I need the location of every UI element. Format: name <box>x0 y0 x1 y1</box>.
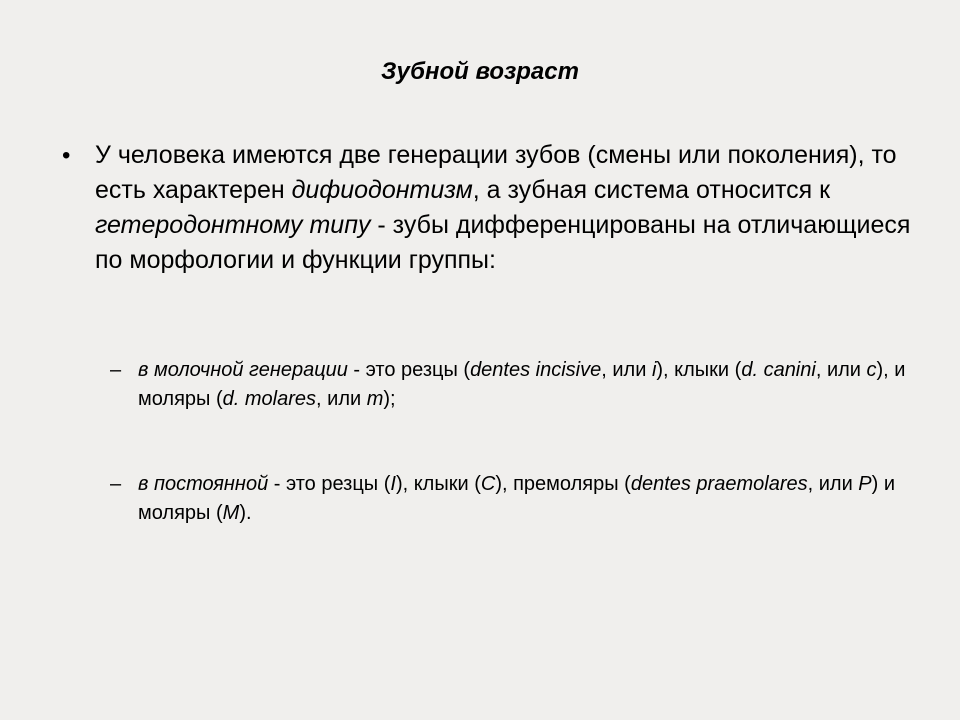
tooth-code: c <box>866 359 877 381</box>
tooth-code: i <box>651 359 657 381</box>
dash-icon: – <box>110 473 122 495</box>
latin-term: dentes praemolares <box>630 473 808 495</box>
text-part: ); <box>383 388 396 410</box>
main-text-part: , а зубная система относится к <box>472 176 831 204</box>
main-text-part: - зубы дифференцированы на отличающиеся по морфологии и функции группы: <box>95 211 911 274</box>
generation-label: в молочной генерации <box>138 359 348 381</box>
term-heterodont-type: гетеродонтному типу <box>95 211 371 239</box>
text-part: ), премоляры ( <box>495 473 631 495</box>
dash-icon: – <box>110 359 122 381</box>
text-part: ), клыки ( <box>656 359 742 381</box>
latin-term: d. canini <box>741 359 816 381</box>
text-part: , или <box>807 473 859 495</box>
tooth-code: m <box>366 388 384 410</box>
text-part: - это резцы ( <box>347 359 471 381</box>
sub-bullet-text <box>138 356 908 414</box>
bullet-icon: • <box>62 142 71 169</box>
main-text-part: У человека имеются две генерации зубов (смены или поколения), то есть характерен <box>95 141 897 204</box>
text-part: ), и моляры ( <box>138 359 906 410</box>
main-bullet-text <box>95 138 920 278</box>
tooth-code: I <box>390 473 396 495</box>
text-part: ). <box>239 502 252 524</box>
latin-term: dentes incisive <box>470 359 602 381</box>
text-part: , или <box>815 359 867 381</box>
generation-label: в постоянной <box>138 473 269 495</box>
tooth-code: P <box>858 473 872 495</box>
tooth-code: C <box>480 473 496 495</box>
term-diphyodontism: дифиодонтизм <box>291 176 473 204</box>
latin-term: d. molares <box>222 388 317 410</box>
text-part: - это резцы ( <box>268 473 391 495</box>
text-part: , или <box>316 388 367 410</box>
tooth-code: M <box>222 502 240 524</box>
sub-bullet-text <box>138 470 908 528</box>
slide-title: Зубной возраст <box>381 58 579 85</box>
text-part: ) и моляры ( <box>138 473 896 524</box>
text-part: , или <box>601 359 652 381</box>
text-part: ), клыки ( <box>395 473 481 495</box>
